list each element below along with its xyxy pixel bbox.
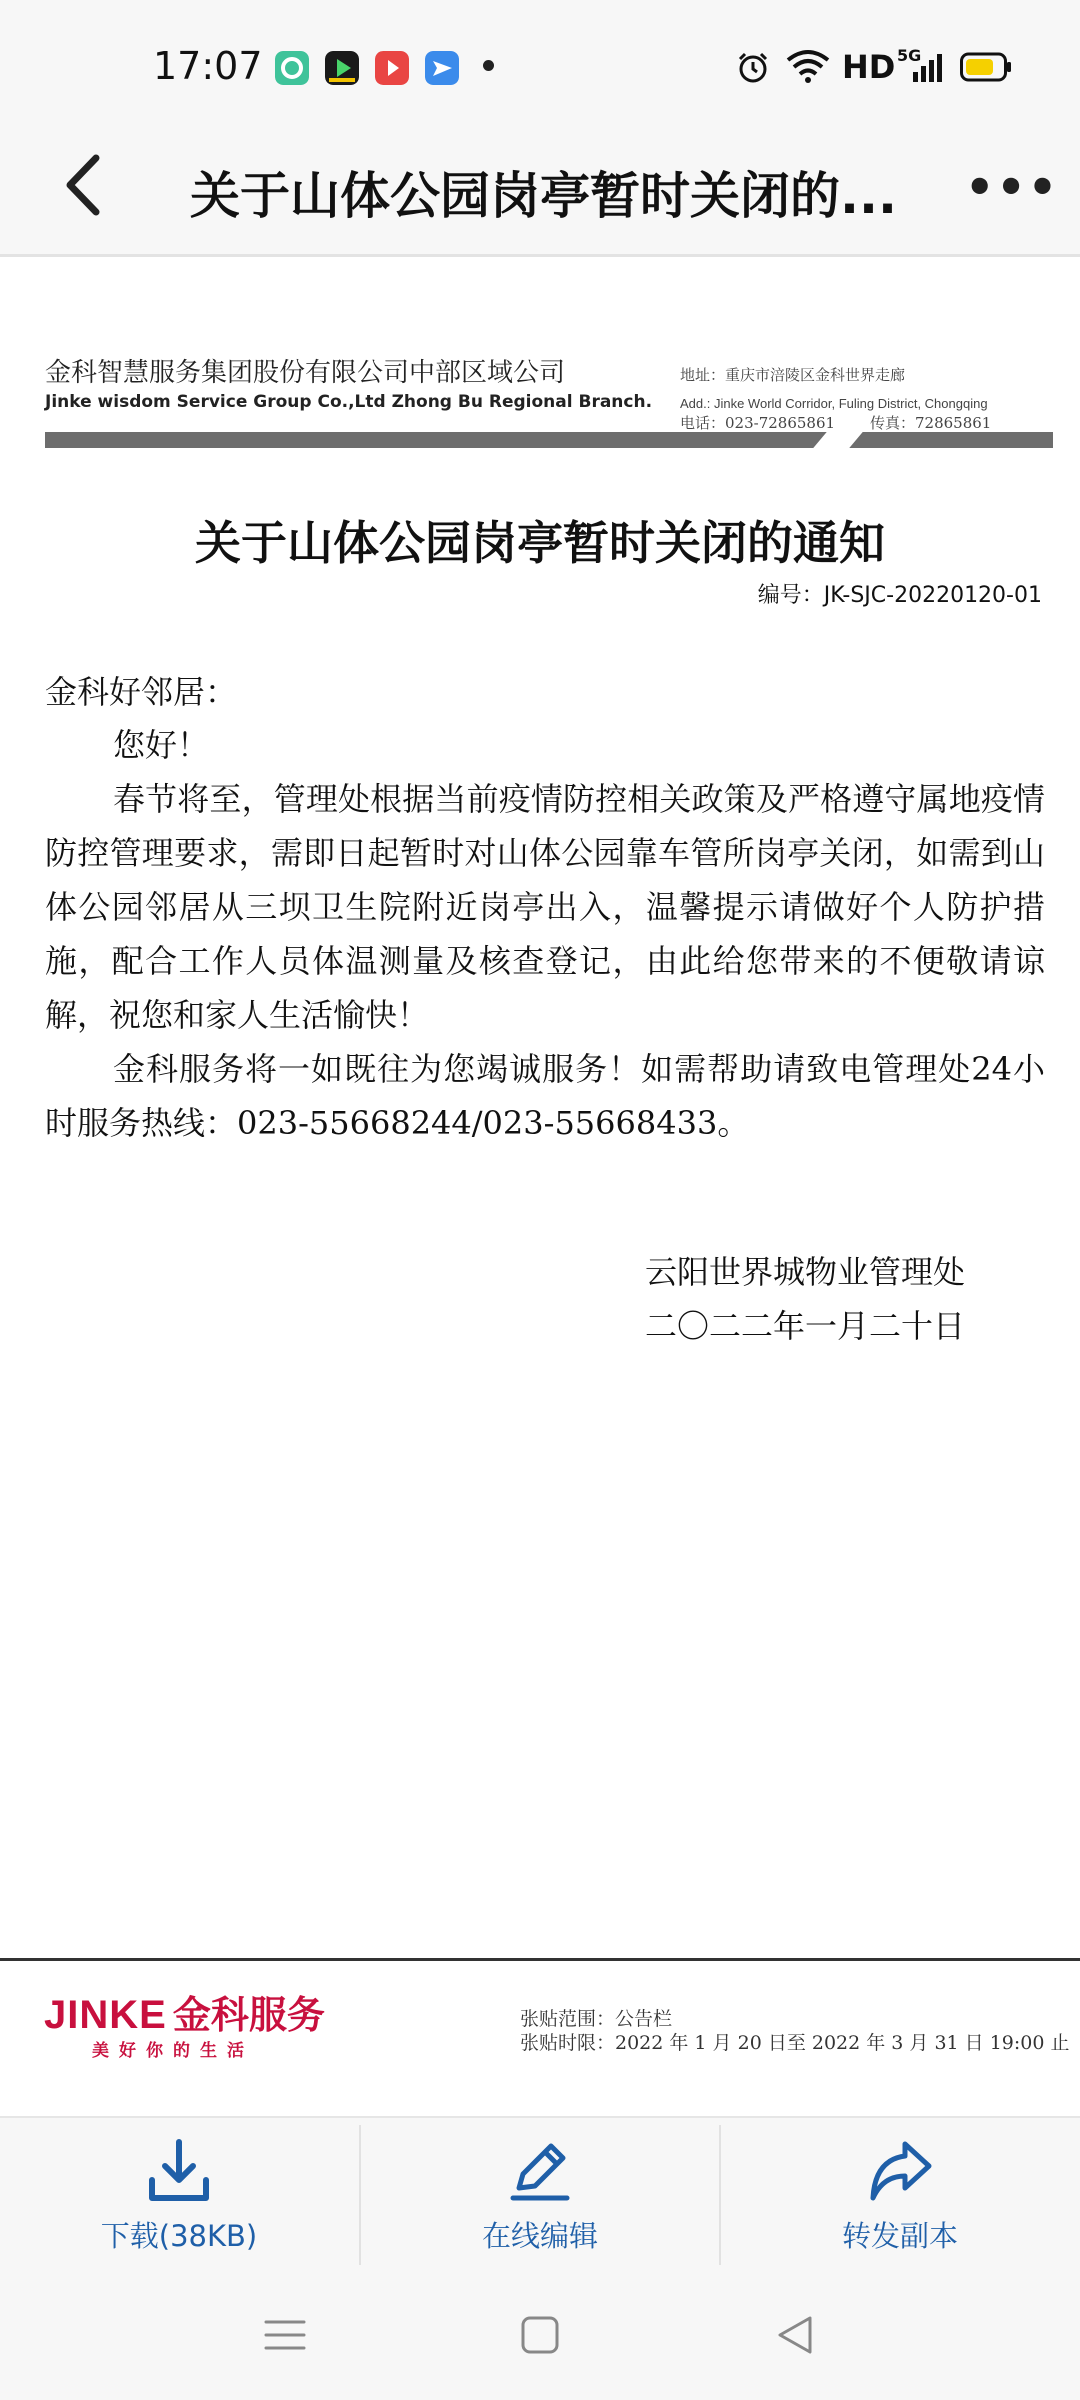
signal-bars-icon bbox=[911, 54, 947, 84]
posting-scope: 张贴范围：公告栏 bbox=[520, 2008, 673, 2030]
blue-messenger-app-icon bbox=[425, 51, 459, 85]
download-label: 下载(38KB) bbox=[100, 2219, 258, 2253]
recent-apps-icon[interactable] bbox=[260, 2310, 310, 2360]
footer-divider bbox=[0, 1958, 1080, 1961]
signature-date: 二〇二二年一月二十日 bbox=[645, 1307, 966, 1345]
logo-slogan: 美好你的生活 bbox=[92, 2041, 254, 2061]
home-icon[interactable] bbox=[515, 2310, 565, 2360]
signature-organization: 云阳世界城物业管理处 bbox=[645, 1253, 966, 1291]
download-button[interactable] bbox=[0, 2128, 358, 2268]
signal-5g-label: 5G bbox=[897, 46, 922, 65]
green-app-icon bbox=[275, 51, 309, 85]
signal-icon bbox=[897, 46, 947, 86]
address-en: Add.: Jinke World Corridor, Fuling District, Chongqing bbox=[680, 396, 988, 411]
wifi-icon bbox=[785, 48, 831, 84]
alarm-icon bbox=[735, 50, 771, 86]
video-app-icon bbox=[325, 51, 359, 85]
notice-paragraph-2: 金科服务将一如既往为您竭诚服务！如需帮助请致电管理处24小时服务热线：023-55668244/023-55668433。 bbox=[45, 1050, 1045, 1142]
download-icon bbox=[144, 2136, 214, 2206]
online-edit-label: 在线编辑 bbox=[481, 2219, 598, 2253]
network-type-label: HD bbox=[842, 48, 896, 86]
more-options-button[interactable]: ••• bbox=[965, 160, 1060, 214]
edit-pencil-icon bbox=[505, 2136, 575, 2206]
document-title: 关于山体公园岗亭暂时关闭的通知 bbox=[195, 516, 885, 570]
battery-icon bbox=[960, 52, 1012, 82]
nav-back-icon[interactable] bbox=[770, 2310, 820, 2360]
address-cn: 地址：重庆市涪陵区金科世界走廊 bbox=[680, 366, 906, 384]
forward-copy-button[interactable] bbox=[721, 2128, 1079, 2268]
red-play-app-icon bbox=[375, 51, 409, 85]
notification-dot bbox=[483, 60, 494, 71]
logo-cn-text: 金科服务 bbox=[172, 1993, 325, 2037]
document-number: 编号：JK-SJC-20220120-01 bbox=[757, 583, 1042, 608]
jinke-logo bbox=[44, 1984, 325, 2039]
company-name-cn: 金科智慧服务集团股份有限公司中部区域公司 bbox=[45, 358, 566, 388]
online-edit-button[interactable] bbox=[361, 2128, 719, 2268]
fax: 传真：72865861 bbox=[870, 414, 992, 432]
posting-period: 张贴时限：2022 年 1 月 20 日至 2022 年 3 月 31 日 19:00 止 bbox=[520, 2032, 1070, 2054]
page-title: 关于山体公园岗亭暂时关闭的... bbox=[190, 167, 897, 225]
greeting: 金科好邻居： bbox=[45, 673, 238, 711]
forward-copy-label: 转发副本 bbox=[841, 2219, 958, 2253]
salutation: 您好！ bbox=[113, 726, 210, 764]
notice-paragraph-1: 春节将至，管理处根据当前疫情防控相关政策及严格遵守属地疫情防控管理要求，需即日起暂时对山体公园靠车管所岗亭关闭，如需到山体公园邻居从三坝卫生院附近岗亭出入，温馨提示请做好个人防护措施，配合工作人员体温测量及核查登记，由此给您带来的不便敬请谅解，祝您和家人生活愉快！ bbox=[45, 780, 1045, 1034]
back-button[interactable] bbox=[50, 150, 120, 220]
forward-arrow-icon bbox=[865, 2136, 935, 2206]
telephone: 电话：023-72865861 bbox=[680, 414, 836, 432]
logo-jinke-text: JINKE bbox=[44, 1993, 167, 2037]
status-time: 17:07 bbox=[153, 44, 263, 88]
company-name-en: Jinke wisdom Service Group Co.,Ltd Zhong Bu Regional Branch. bbox=[45, 392, 653, 412]
letterhead-divider bbox=[45, 432, 1053, 448]
